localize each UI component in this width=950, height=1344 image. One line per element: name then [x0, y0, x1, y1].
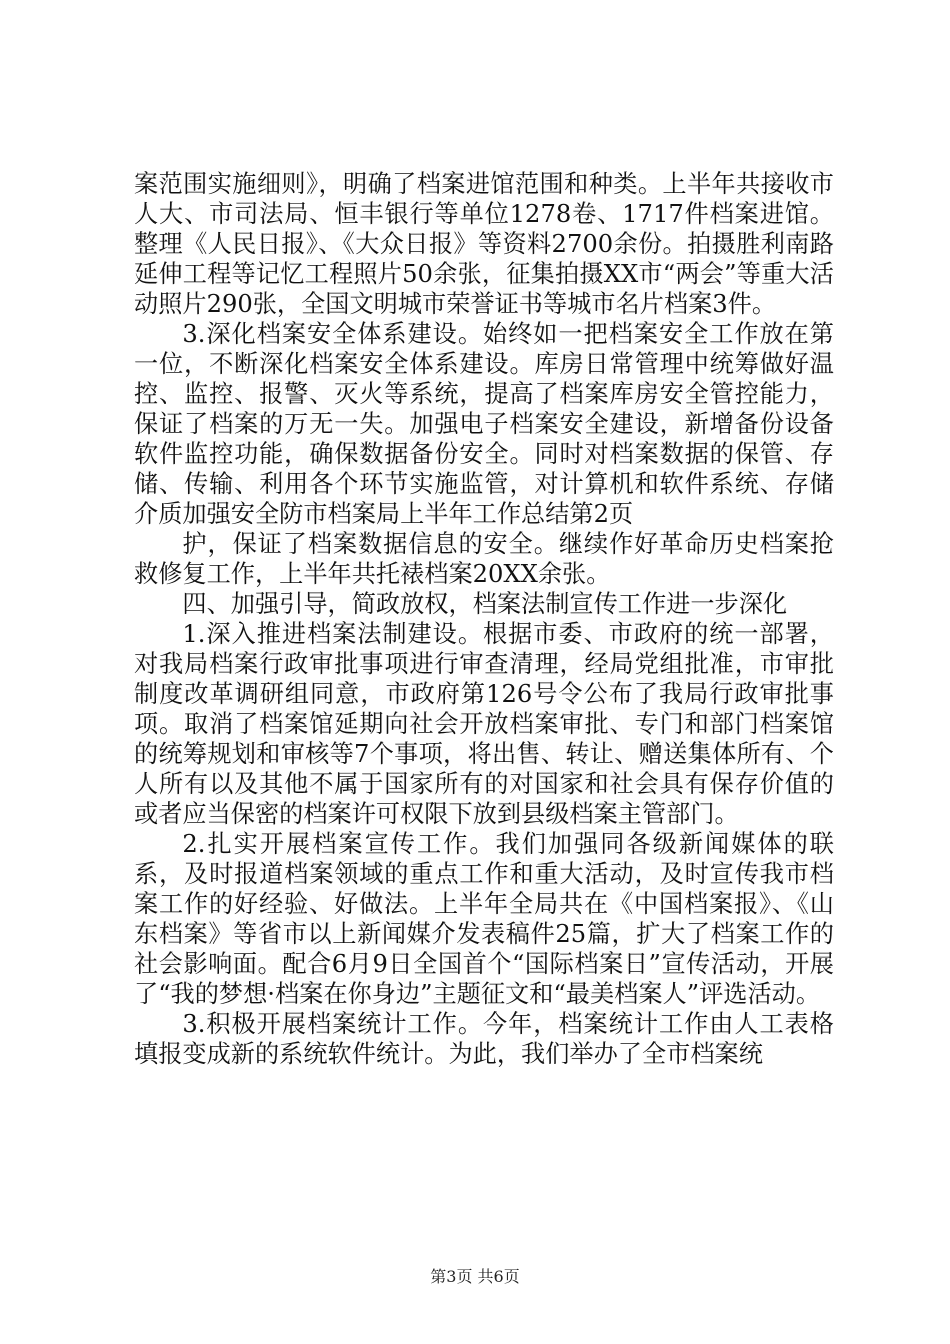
paragraph-legal-construction: 1.深入推进档案法制建设。根据市委、市政府的统一部署，对我局档案行政审批事项进行审查清理，经局党组批准，市审批制度改革调研组同意，市政府第126号令公布了我局行政审批事项。取消了档案馆延期向社会开放档案审批、专门和部门档案馆的统筹规划和审核等7个事项，将出售、转让、赠送集体所有、个人所有以及其他不属于国家所有的对国家和社会具有保存价值的或者应当保密的档案许可权限下放到县级档案主管部门。	[134, 620, 834, 828]
document-body	[134, 169, 834, 1069]
paragraph-statistics-work: 3.积极开展档案统计工作。今年，档案统计工作由人工表格填报变成新的系统软件统计。为此，我们举办了全市档案统	[134, 1010, 834, 1068]
page-number-footer: 第3页 共6页	[430, 1267, 520, 1286]
paragraph-data-protection: 护，保证了档案数据信息的安全。继续作好革命历史档案抢救修复工作，上半年共托裱档案20XX余张。	[134, 530, 834, 588]
section-heading-four: 四、加强引导，简政放权，档案法制宣传工作进一步深化	[182, 590, 788, 618]
paragraph-archive-security: 3.深化档案安全体系建设。始终如一把档案安全工作放在第一位，不断深化档案安全体系建设。库房日常管理中统筹做好温控、监控、报警、灭火等系统，提高了档案库房安全管控能力，保证了档案的万无一失。加强电子档案安全建设，新增备份设备软件监控功能，确保数据备份安全。同时对档案数据的保管、存储、传输、利用各个环节实施监管，对计算机和软件系统、存储介质加强安全防市档案局上半年工作总结第2页	[134, 320, 834, 528]
paragraph-archive-intake: 案范围实施细则》，明确了档案进馆范围和种类。上半年共接收市人大、市司法局、恒丰银行等单位1278卷、1717件档案进馆。整理《人民日报》、《大众日报》等资料2700余份。拍摄胜利南路延伸工程等记忆工程照片50余张，征集拍摄XX市“两会”等重大活动照片290张，全国文明城市荣誉证书等城市名片档案3件。	[134, 170, 834, 318]
paragraph-publicity-work: 2.扎实开展档案宣传工作。我们加强同各级新闻媒体的联系，及时报道档案领域的重点工作和重大活动，及时宣传我市档案工作的好经验、好做法。上半年全局共在《中国档案报》、《山东档案》等省市以上新闻媒介发表稿件25篇，扩大了档案工作的社会影响面。配合6月9日全国首个“国际档案日”宣传活动，开展了“我的梦想·档案在你身边”主题征文和“最美档案人”评选活动。	[134, 830, 834, 1008]
